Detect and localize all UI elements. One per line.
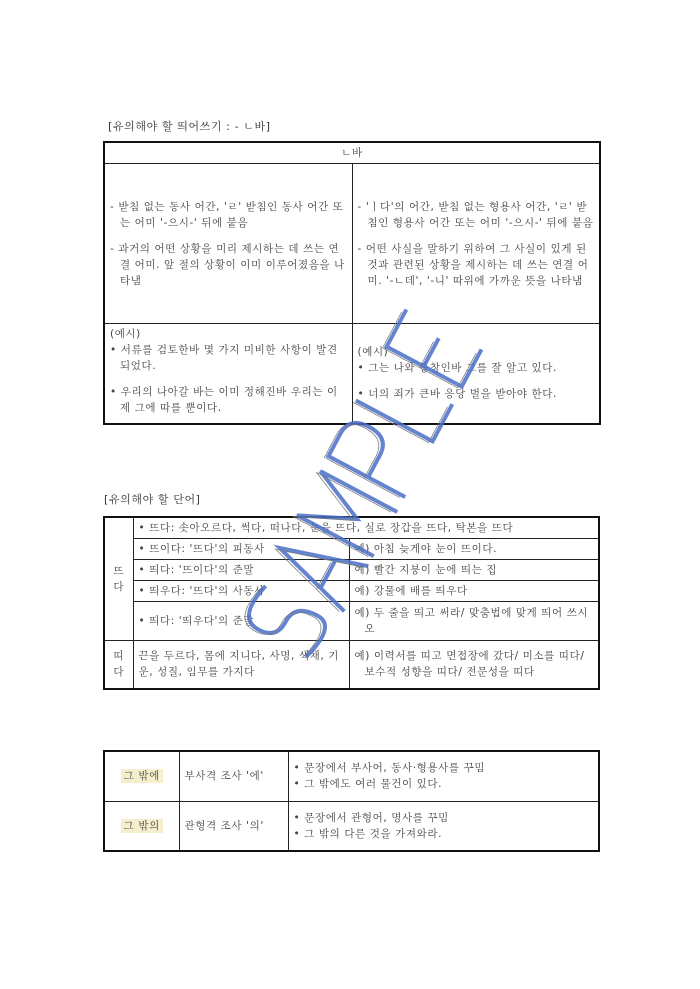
particle-table bbox=[103, 750, 600, 852]
definition-cell: • 띄다: '띄우다'의 준말 bbox=[133, 602, 349, 641]
usage-cell bbox=[288, 801, 599, 851]
particle-type: 관형격 조사 '의' bbox=[179, 801, 288, 851]
desc-item: - 과거의 어떤 상황을 미리 제시하는 데 쓰는 연결 어미. 앞 절의 상황이 이미 이루어졌음을 나타냄 bbox=[110, 242, 345, 287]
spacing-table bbox=[103, 141, 601, 425]
definition-cell: • 띄우다: '뜨다'의 사동사 bbox=[133, 581, 349, 602]
usage-cell bbox=[288, 751, 599, 801]
example-cell: 예) 이력서를 띠고 면접장에 갔다/ 미소를 띠다/ 보수적 성향을 띠다/ 전문성을 띠다 bbox=[349, 641, 599, 689]
example-cell: 예) 빨간 지붕이 눈에 띄는 집 bbox=[349, 560, 599, 581]
word-cell: 띠 다 bbox=[104, 641, 133, 689]
desc-item: - 받침 없는 동사 어간, 'ㄹ' 받침인 동사 어간 또는 어미 '-으시-' 뒤에 붙음 bbox=[110, 200, 344, 229]
usage-desc: • 문장에서 부사어, 동사·형용사를 꾸밈 bbox=[293, 762, 486, 775]
example-label: (예시) bbox=[357, 346, 389, 359]
words-table bbox=[103, 516, 600, 690]
highlighted-word: 그 밖에 bbox=[121, 769, 163, 783]
left-description bbox=[104, 164, 352, 324]
table-header: ㄴ바 bbox=[104, 142, 600, 164]
definition-cell: • 띄다: '뜨이다'의 준말 bbox=[133, 560, 349, 581]
definition-cell: • 뜨이다: '뜨다'의 피동사 bbox=[133, 539, 349, 560]
particle-type: 부사격 조사 '에' bbox=[179, 751, 288, 801]
definition-cell: • 뜨다: 솟아오르다, 썩다, 떠나다, 눈을 뜨다, 실로 장갑을 뜨다, 탁본을 뜨다 bbox=[133, 517, 599, 539]
example-cell: 예) 강물에 배를 띄우다 bbox=[349, 581, 599, 602]
section-title-words: [유의해야 할 단어] bbox=[104, 493, 201, 506]
right-examples bbox=[352, 324, 600, 424]
example-cell: 예) 아침 늦게야 눈이 뜨이다. bbox=[349, 539, 599, 560]
example-cell: 예) 두 줄을 띄고 써라/ 맞춤법에 맞게 띄어 쓰시오 bbox=[349, 602, 599, 641]
example-item: • 그는 나와 동창인바 그를 잘 알고 있다. bbox=[357, 362, 557, 375]
left-examples bbox=[104, 324, 352, 424]
right-description bbox=[352, 164, 600, 324]
definition-cell: 끈을 두르다, 몸에 지니다, 사명, 색채, 기운, 성질, 임무를 가지다 bbox=[133, 641, 349, 689]
example-item: • 우리의 나아갈 바는 이미 정해진바 우리는 이제 그에 따를 뿐이다. bbox=[110, 386, 338, 414]
example-label: (예시) bbox=[110, 328, 141, 340]
desc-item: - 'ㅣ다'의 어간, 받침 없는 형용사 어간, 'ㄹ' 받침인 형용사 어간 또는 어미 '-으시-' 뒤에 붙음 bbox=[357, 200, 594, 229]
watermark-letter bbox=[324, 418, 420, 498]
example-item: • 서류를 검토한바 몇 가지 미비한 사항이 발견되었다. bbox=[110, 344, 338, 372]
usage-desc: • 문장에서 관형어, 명사를 꾸밈 bbox=[293, 811, 449, 824]
desc-item: - 어떤 사실을 말하기 위하여 그 사실이 있게 된 것과 관련된 상황을 제시하는 데 쓰는 연결 어미. '-ㄴ데', '-니' 따위에 가까운 뜻을 나타냄 bbox=[357, 242, 589, 287]
word-cell: 뜨 다 bbox=[104, 517, 133, 641]
usage-example: • 그 밖에도 여러 물건이 있다. bbox=[293, 778, 443, 791]
highlighted-word: 그 밖의 bbox=[121, 819, 163, 833]
example-item: • 너의 죄가 큰바 응당 벌을 받아야 한다. bbox=[357, 388, 557, 401]
usage-example: • 그 밖의 다른 것을 가져와라. bbox=[293, 827, 443, 840]
section-title-spacing: [유의해야 할 띄어쓰기 : - ㄴ바] bbox=[108, 120, 271, 133]
watermark-letter bbox=[328, 416, 424, 496]
